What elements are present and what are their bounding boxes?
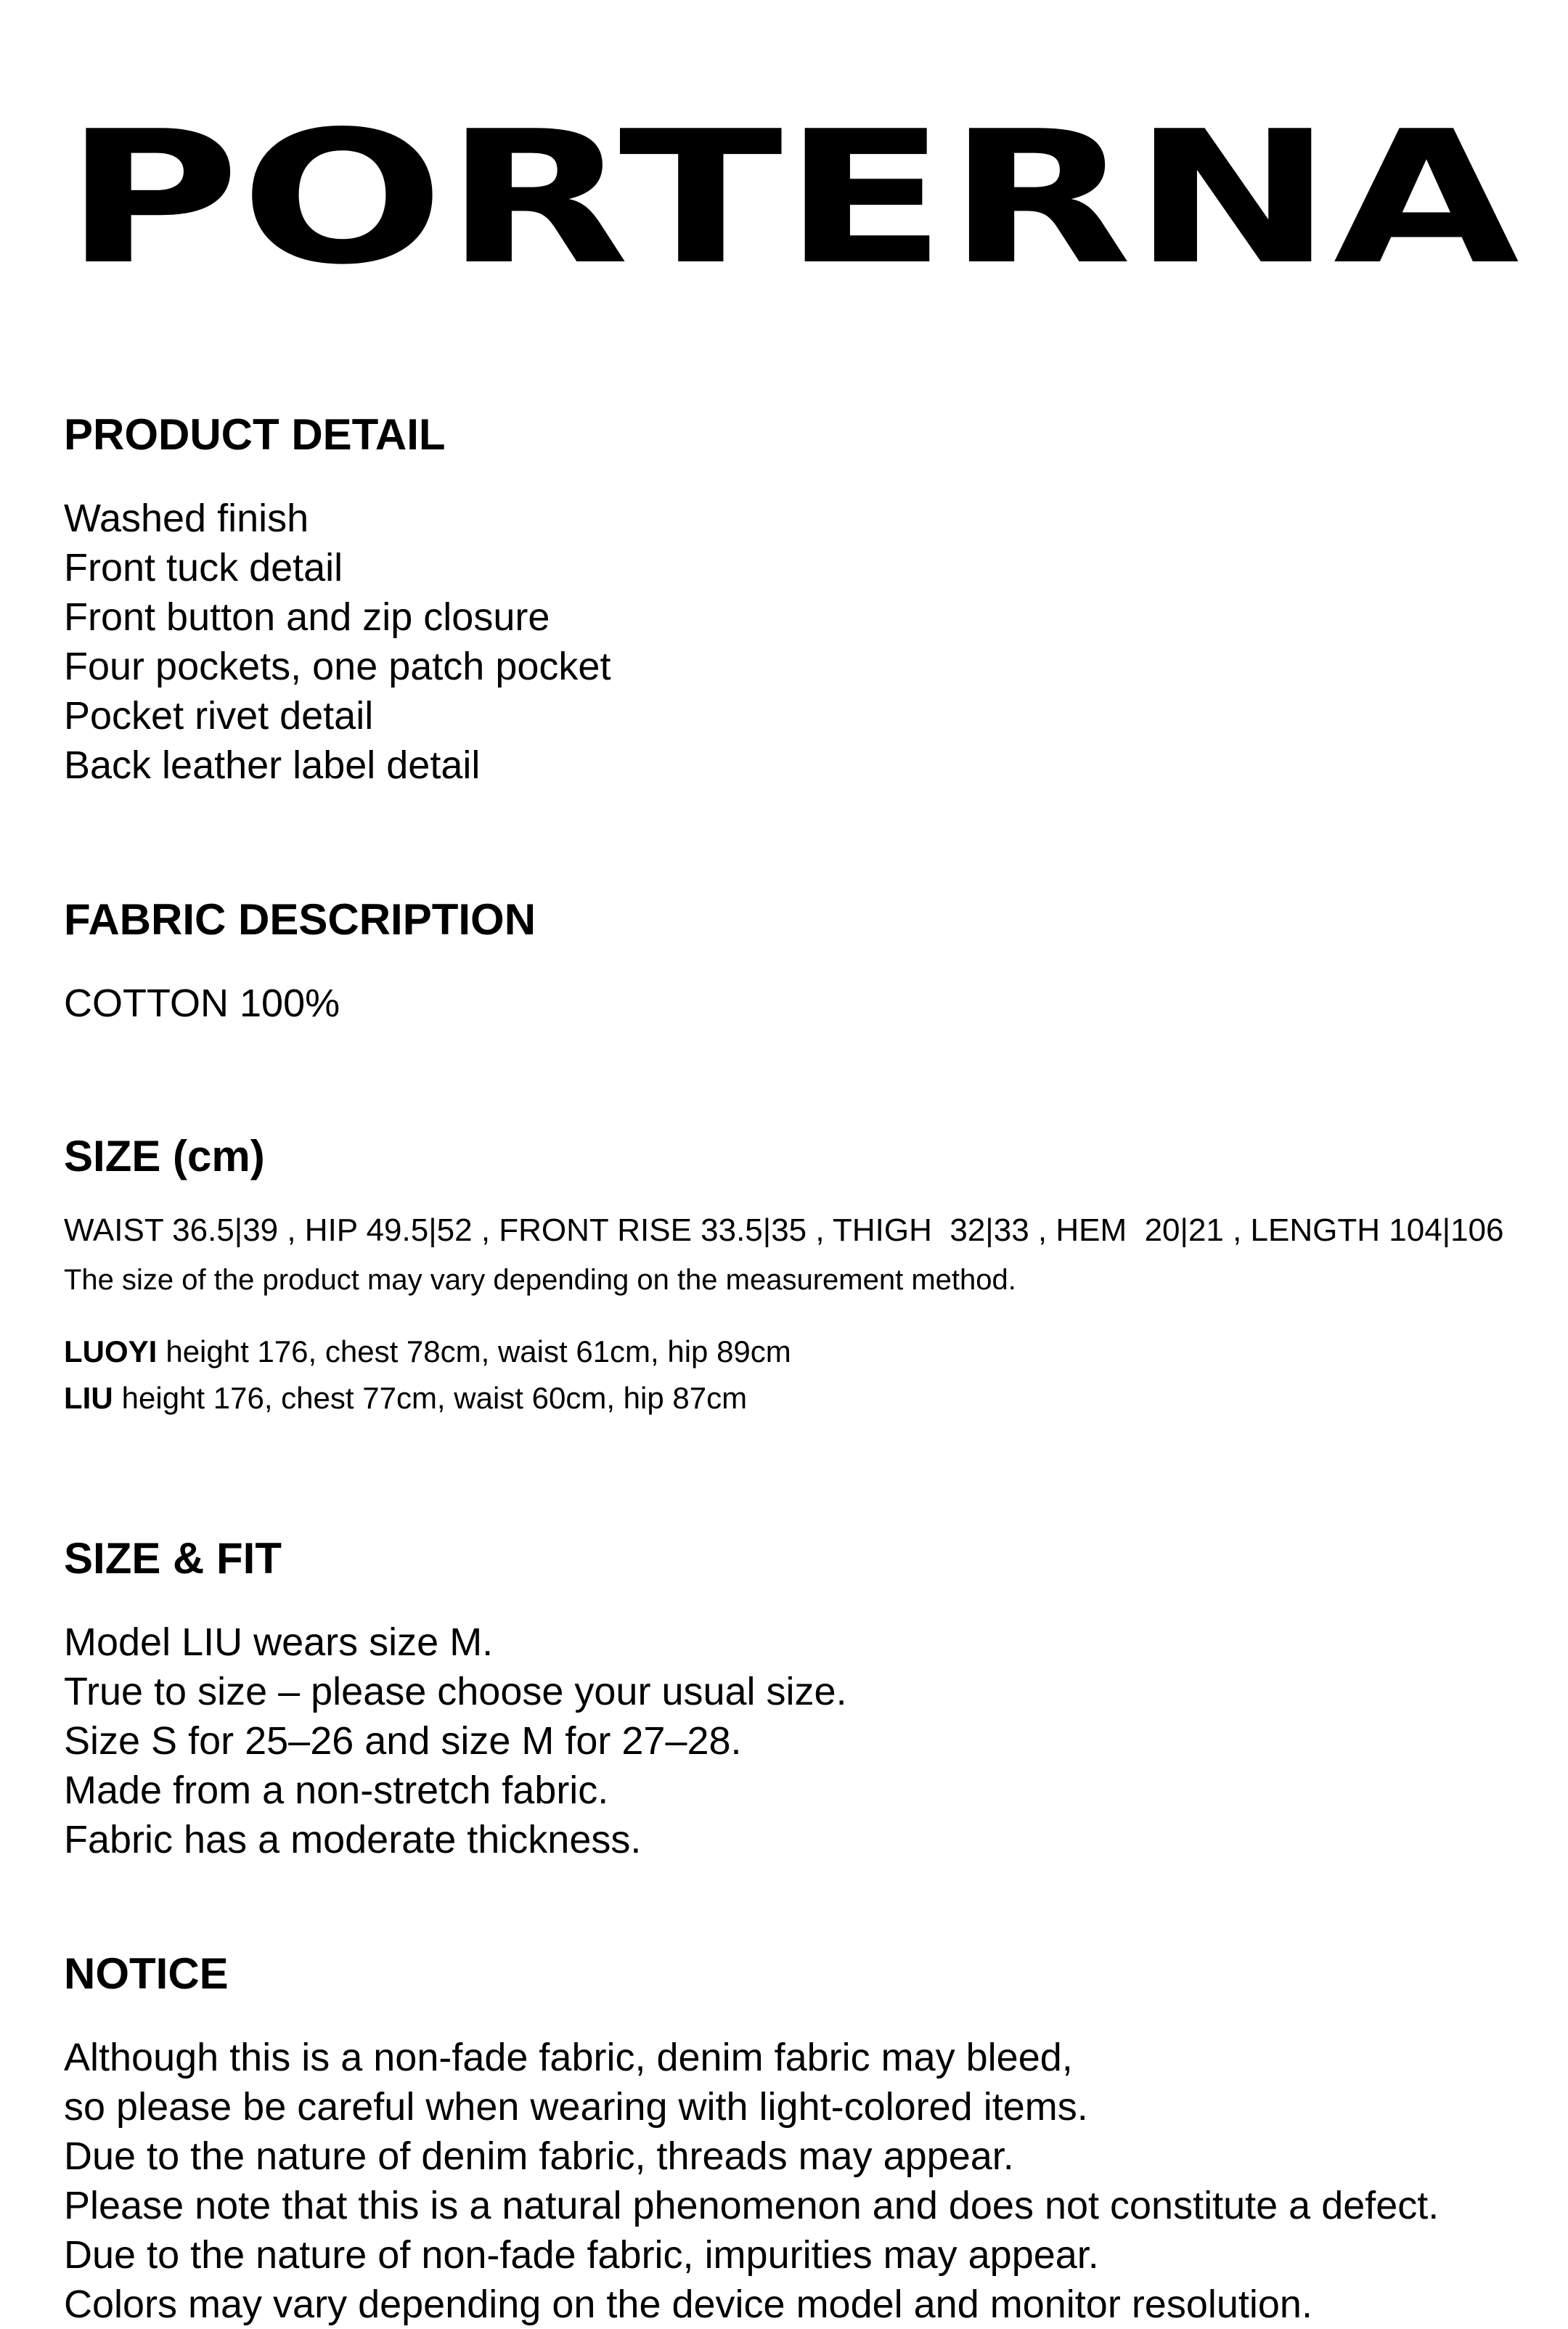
size-fit-line: True to size – please choose your usual size.: [64, 1670, 847, 1713]
brand-logo-text: PORTERNA: [64, 125, 1519, 267]
model-specs: height 176, chest 77cm, waist 60cm, hip 87cm: [121, 1381, 748, 1415]
model-line: [64, 1329, 1524, 1375]
section-notice: [64, 1950, 1524, 2329]
size-measurements: WAIST 36.5|39 , HIP 49.5|52 , FRONT RISE 33.5|35 , THIGH 32|33 , HEM 20|21 , LENGTH 104|106: [64, 1212, 1504, 1248]
section-size-fit: [64, 1535, 1524, 1864]
notice-heading: NOTICE: [64, 1949, 229, 1998]
model-line: [64, 1375, 1524, 1422]
fabric-description-heading: FABRIC DESCRIPTION: [64, 895, 536, 944]
size-fit-line: Made from a non-stretch fabric.: [64, 1769, 609, 1812]
product-detail-heading: PRODUCT DETAIL: [64, 410, 446, 459]
notice-line: Colors may vary depending on the device model and monitor resolution.: [64, 2283, 1312, 2326]
notice-line: Please note that this is a natural phenomenon and does not constitute a defect.: [64, 2184, 1440, 2227]
notice-line: Due to the nature of non-fade fabric, impurities may appear.: [64, 2233, 1099, 2277]
size-fit-line: Fabric has a moderate thickness.: [64, 1818, 642, 1861]
size-fit-line: Size S for 25–26 and size M for 27–28.: [64, 1719, 742, 1763]
notice-line: so please be careful when wearing with light-colored items.: [64, 2085, 1088, 2129]
section-product-detail: [64, 411, 1524, 790]
model-name: LIU: [64, 1381, 113, 1415]
product-detail-line: Pocket rivet detail: [64, 694, 374, 738]
brand-logo: [64, 125, 1524, 267]
size-note: The size of the product may vary depending on the measurement method.: [64, 1264, 1016, 1296]
model-measurements: [64, 1329, 1524, 1422]
size-fit-heading: SIZE & FIT: [64, 1534, 282, 1583]
product-detail-line: Front button and zip closure: [64, 595, 550, 639]
brand-logo-graphic: [64, 125, 1522, 267]
section-size: [64, 1133, 1524, 1422]
product-detail-line: Back leather label detail: [64, 743, 481, 787]
model-specs: height 176, chest 78cm, waist 61cm, hip 89cm: [166, 1334, 791, 1369]
size-fit-line: Model LIU wears size M.: [64, 1620, 494, 1664]
product-detail-line: Four pockets, one patch pocket: [64, 645, 611, 688]
fabric-description-line: COTTON 100%: [64, 982, 340, 1025]
product-detail-line: Washed finish: [64, 497, 309, 540]
product-detail-line: Front tuck detail: [64, 546, 343, 590]
notice-line: Although this is a non-fade fabric, denim fabric may bleed,: [64, 2036, 1073, 2079]
notice-line: Due to the nature of denim fabric, threads may appear.: [64, 2134, 1014, 2178]
section-fabric-description: [64, 896, 1524, 1028]
model-name: LUOYI: [64, 1334, 158, 1369]
size-heading: SIZE (cm): [64, 1132, 265, 1180]
